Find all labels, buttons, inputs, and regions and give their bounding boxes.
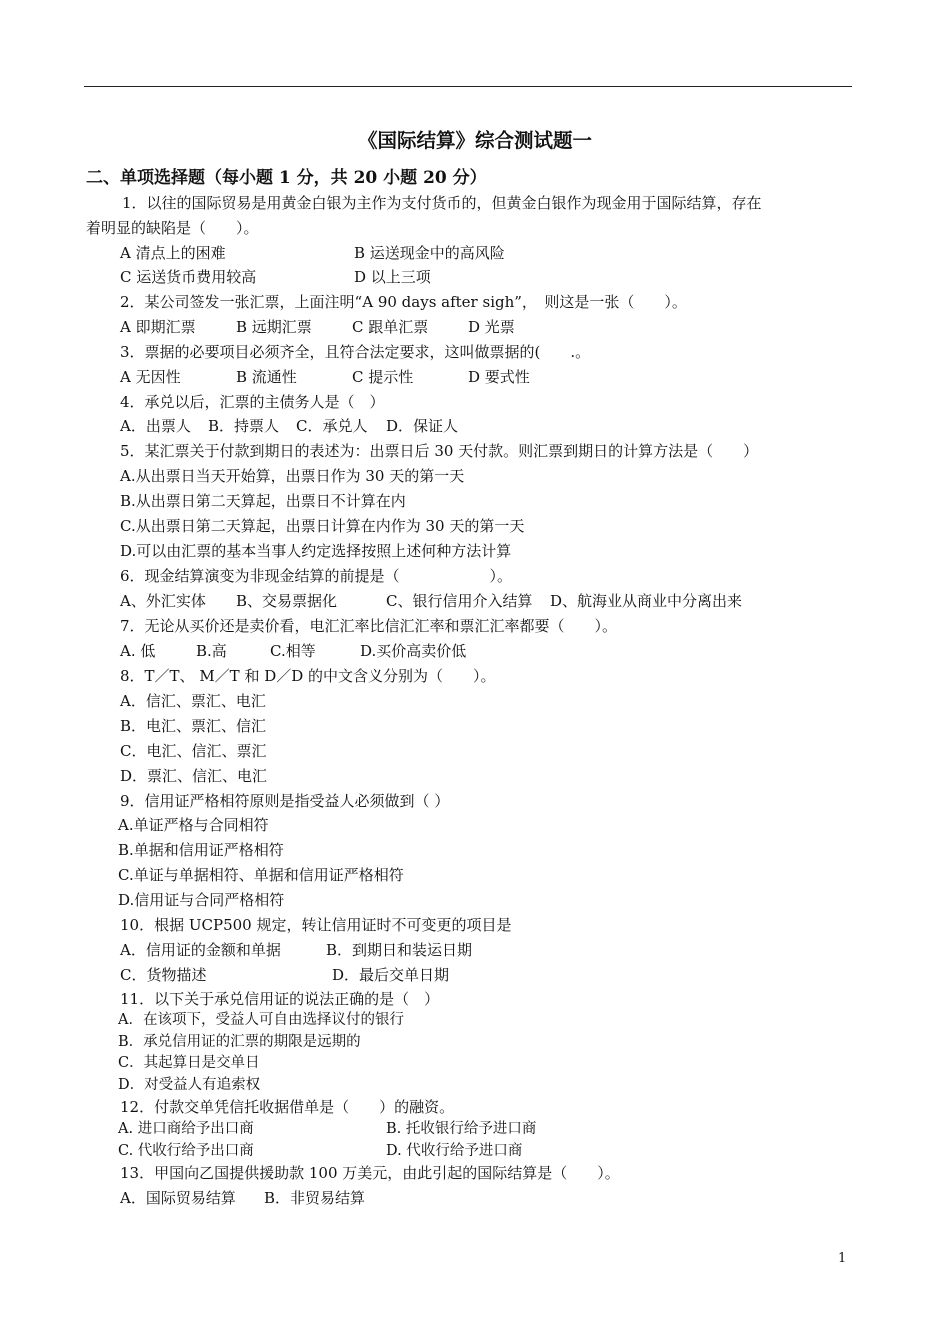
- q2-option-a: A 即期汇票: [120, 318, 196, 336]
- q2-option-c: C 跟单汇票: [352, 318, 429, 336]
- q1-option-d: D 以上三项: [354, 268, 431, 286]
- q3-option-a: A 无因性: [120, 368, 181, 386]
- q4-option-c: C．承兑人: [296, 417, 368, 435]
- question-4-text: 4．承兑以后，汇票的主债务人是（ ）: [120, 393, 385, 411]
- question-10-text: 10．根据 UCP500 规定，转让信用证时不可变更的项目是: [120, 916, 512, 934]
- q11-option-d: D．对受益人有追索权: [118, 1077, 261, 1093]
- q1-option-a: A 清点上的困难: [120, 244, 226, 262]
- q7-option-d: D.买价高卖价低: [360, 642, 467, 660]
- q12-option-a: A. 进口商给予出口商: [118, 1121, 254, 1137]
- section-heading: 二、单项选择题（每小题 1 分，共 20 小题 20 分）: [86, 168, 487, 188]
- q9-option-a: A.单证严格与合同相符: [118, 816, 269, 834]
- question-2-text: 2．某公司签发一张汇票，上面注明“A 90 days after sigh”， 则这是一张（ ）。: [120, 293, 687, 311]
- q8-option-a: A．信汇、票汇、电汇: [120, 692, 266, 710]
- q10-option-a: A．信用证的金额和单据: [120, 941, 281, 959]
- q8-option-d: D．票汇、信汇、电汇: [120, 767, 268, 785]
- question-5-text: 5．某汇票关于付款到期日的表述为：出票日后 30 天付款。则汇票到期日的计算方法是（ ）: [120, 442, 759, 460]
- question-1-text-cont: 着明显的缺陷是（ ）。: [86, 219, 259, 237]
- q6-option-d: D、航海业从商业中分离出来: [550, 592, 743, 610]
- q9-option-d: D.信用证与合同严格相符: [118, 891, 285, 909]
- q5-option-a: A.从出票日当天开始算，出票日作为 30 天的第一天: [120, 467, 465, 485]
- q10-option-b: B．到期日和装运日期: [326, 941, 473, 959]
- question-7-text: 7．无论从买价还是卖价看，电汇汇率比信汇汇率和票汇汇率都要（ ）。: [120, 617, 618, 635]
- q1-option-c: C 运送货币费用较高: [120, 268, 257, 286]
- q7-option-c: C.相等: [270, 642, 316, 660]
- question-1-text: 1．以往的国际贸易是用黄金白银为主作为支付货币的，但黄金白银作为现金用于国际结算，存在: [122, 194, 762, 212]
- question-3-text: 3．票据的必要项目必须齐全，且符合法定要求，这叫做票据的( .。: [120, 343, 591, 361]
- header-rule: [84, 86, 852, 87]
- page-number: 1: [838, 1251, 847, 1266]
- q8-option-b: B．电汇、票汇、信汇: [120, 717, 267, 735]
- q9-option-c: C.单证与单据相符、单据和信用证严格相符: [118, 866, 404, 884]
- q4-option-d: D．保证人: [386, 417, 459, 435]
- q12-option-c: C. 代收行给予出口商: [118, 1143, 254, 1159]
- document-title: 《国际结算》综合测试题一: [357, 129, 592, 152]
- q1-option-b: B 运送现金中的高风险: [354, 244, 505, 262]
- q4-option-a: A．出票人: [120, 417, 191, 435]
- q11-option-a: A．在该项下，受益人可自由选择议付的银行: [118, 1012, 404, 1028]
- q7-option-a: A. 低: [120, 642, 156, 660]
- q3-option-c: C 提示性: [352, 368, 414, 386]
- question-8-text: 8．T／T、 M／T 和 D／D 的中文含义分别为（ ）。: [120, 667, 496, 685]
- q3-option-d: D 要式性: [468, 368, 530, 386]
- question-9-text: 9．信用证严格相符原则是指受益人必须做到（ ）: [120, 792, 450, 810]
- q5-option-b: B.从出票日第二天算起，出票日不计算在内: [120, 492, 406, 510]
- q13-option-a: A．国际贸易结算: [120, 1189, 236, 1207]
- q3-option-b: B 流通性: [236, 368, 297, 386]
- q6-option-c: C、银行信用介入结算: [386, 592, 533, 610]
- q11-option-b: B．承兑信用证的汇票的期限是远期的: [118, 1034, 361, 1050]
- q13-option-b: B．非贸易结算: [264, 1189, 366, 1207]
- q4-option-b: B．持票人: [208, 417, 280, 435]
- question-13-text: 13．甲国向乙国提供援助款 100 万美元，由此引起的国际结算是（ ）。: [120, 1164, 620, 1182]
- q6-option-b: B、交易票据化: [236, 592, 338, 610]
- question-11-text: 11．以下关于承兑信用证的说法正确的是（ ）: [120, 990, 440, 1008]
- q5-option-c: C.从出票日第二天算起，出票日计算在内作为 30 天的第一天: [120, 517, 525, 535]
- q2-option-b: B 远期汇票: [236, 318, 312, 336]
- q5-option-d: D.可以由汇票的基本当事人约定选择按照上述何种方法计算: [120, 542, 512, 560]
- q10-option-c: C．货物描述: [120, 966, 207, 984]
- question-12-text: 12．付款交单凭信托收据借单是（ ）的融资。: [120, 1098, 455, 1116]
- question-6-text: 6．现金结算演变为非现金结算的前提是（ ）。: [120, 567, 513, 585]
- q7-option-b: B.高: [196, 642, 227, 660]
- q10-option-d: D．最后交单日期: [332, 966, 450, 984]
- q12-option-b: B. 托收银行给予进口商: [386, 1121, 537, 1137]
- q2-option-d: D 光票: [468, 318, 515, 336]
- q8-option-c: C．电汇、信汇、票汇: [120, 742, 267, 760]
- q12-option-d: D. 代收行给予进口商: [386, 1143, 523, 1159]
- q11-option-c: C．其起算日是交单日: [118, 1055, 260, 1071]
- q6-option-a: A、外汇实体: [120, 592, 206, 610]
- q9-option-b: B.单据和信用证严格相符: [118, 841, 284, 859]
